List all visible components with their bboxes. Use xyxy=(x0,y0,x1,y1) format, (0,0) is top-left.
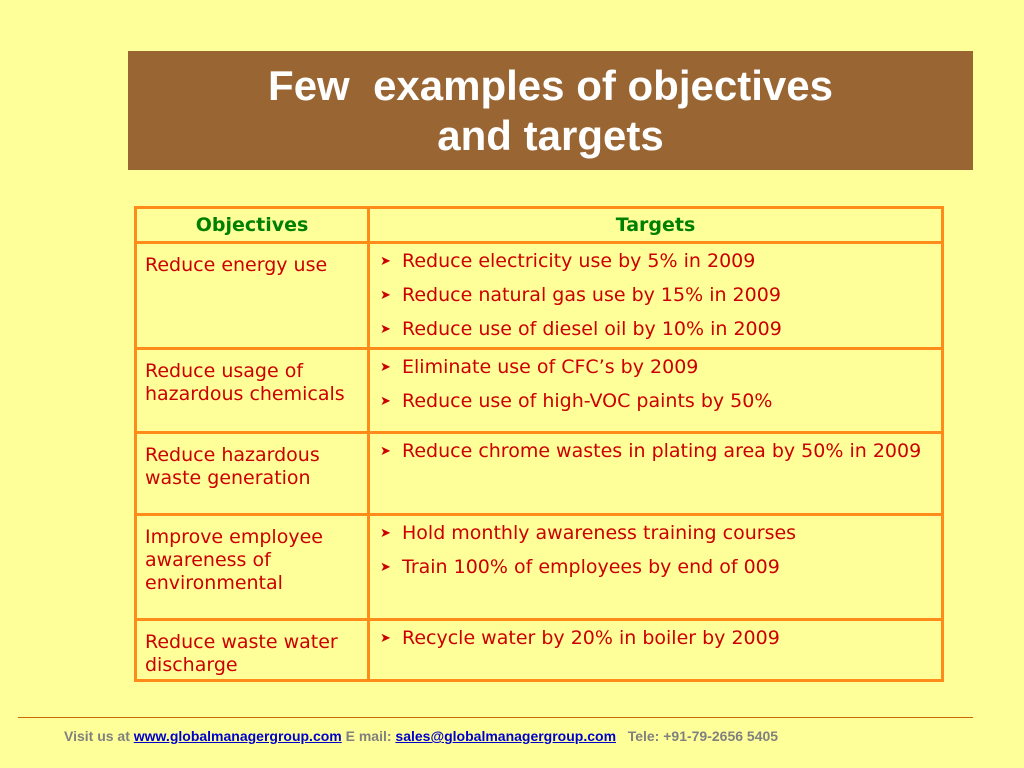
footer xyxy=(64,728,984,744)
target-text: Reduce natural gas use by 15% in 2009 xyxy=(402,284,781,306)
targets-list xyxy=(378,356,935,413)
target-item xyxy=(378,522,935,545)
objectives-header: Objectives xyxy=(136,208,369,243)
target-item xyxy=(378,356,935,379)
arrow-bullet-icon: ➤ xyxy=(380,360,391,375)
target-text: Reduce electricity use by 5% in 2009 xyxy=(402,250,756,272)
objective-cell: Reduce waste water discharge xyxy=(136,620,369,681)
slide-title xyxy=(128,51,973,170)
arrow-bullet-icon: ➤ xyxy=(380,394,391,409)
targets-list xyxy=(378,627,935,650)
email-link[interactable]: sales@globalmanagergroup.com xyxy=(395,728,617,744)
target-item xyxy=(378,440,935,463)
target-text: Hold monthly awareness training courses xyxy=(402,522,797,544)
target-item xyxy=(378,556,935,579)
target-item xyxy=(378,390,935,413)
telephone: Tele: +91-79-2656 5405 xyxy=(627,728,779,744)
arrow-bullet-icon: ➤ xyxy=(380,288,391,303)
arrow-bullet-icon: ➤ xyxy=(380,444,391,459)
targets-cell xyxy=(369,620,943,681)
target-text: Reduce use of diesel oil by 10% in 2009 xyxy=(402,318,782,340)
table-row xyxy=(136,515,943,620)
targets-cell xyxy=(369,243,943,349)
targets-list xyxy=(378,440,935,463)
footer-divider xyxy=(18,717,973,718)
arrow-bullet-icon: ➤ xyxy=(380,526,391,541)
targets-header: Targets xyxy=(369,208,943,243)
arrow-bullet-icon: ➤ xyxy=(380,631,391,646)
arrow-bullet-icon: ➤ xyxy=(380,560,391,575)
title-line-2: and targets xyxy=(437,111,664,159)
email-label: E mail: xyxy=(345,728,392,744)
visit-label: Visit us at xyxy=(64,728,130,744)
table-row xyxy=(136,243,943,349)
arrow-bullet-icon: ➤ xyxy=(380,254,391,269)
arrow-bullet-icon: ➤ xyxy=(380,322,391,337)
target-item xyxy=(378,250,935,273)
table-row xyxy=(136,349,943,433)
target-text: Recycle water by 20% in boiler by 2009 xyxy=(402,627,780,649)
table-header-row xyxy=(136,208,943,243)
objective-cell: Reduce hazardous waste generation xyxy=(136,433,369,515)
target-item xyxy=(378,284,935,307)
target-text: Eliminate use of CFC’s by 2009 xyxy=(402,356,699,378)
targets-cell xyxy=(369,515,943,620)
objective-cell: Reduce usage of hazardous chemicals xyxy=(136,349,369,433)
targets-list xyxy=(378,250,935,341)
website-link[interactable]: www.globalmanagergroup.com xyxy=(133,728,342,744)
objective-cell: Improve employee awareness of environmental xyxy=(136,515,369,620)
targets-cell xyxy=(369,433,943,515)
table-row xyxy=(136,433,943,515)
table-row xyxy=(136,620,943,681)
target-text: Reduce use of high-VOC paints by 50% xyxy=(402,390,773,412)
title-line-1: Few examples of objectives xyxy=(268,61,833,109)
target-text: Reduce chrome wastes in plating area by 50% in 2009 xyxy=(402,440,922,462)
target-item xyxy=(378,627,935,650)
targets-cell xyxy=(369,349,943,433)
objectives-targets-table xyxy=(134,206,944,682)
target-text: Train 100% of employees by end of 009 xyxy=(402,556,780,578)
objective-cell: Reduce energy use xyxy=(136,243,369,349)
targets-list xyxy=(378,522,935,579)
target-item xyxy=(378,318,935,341)
